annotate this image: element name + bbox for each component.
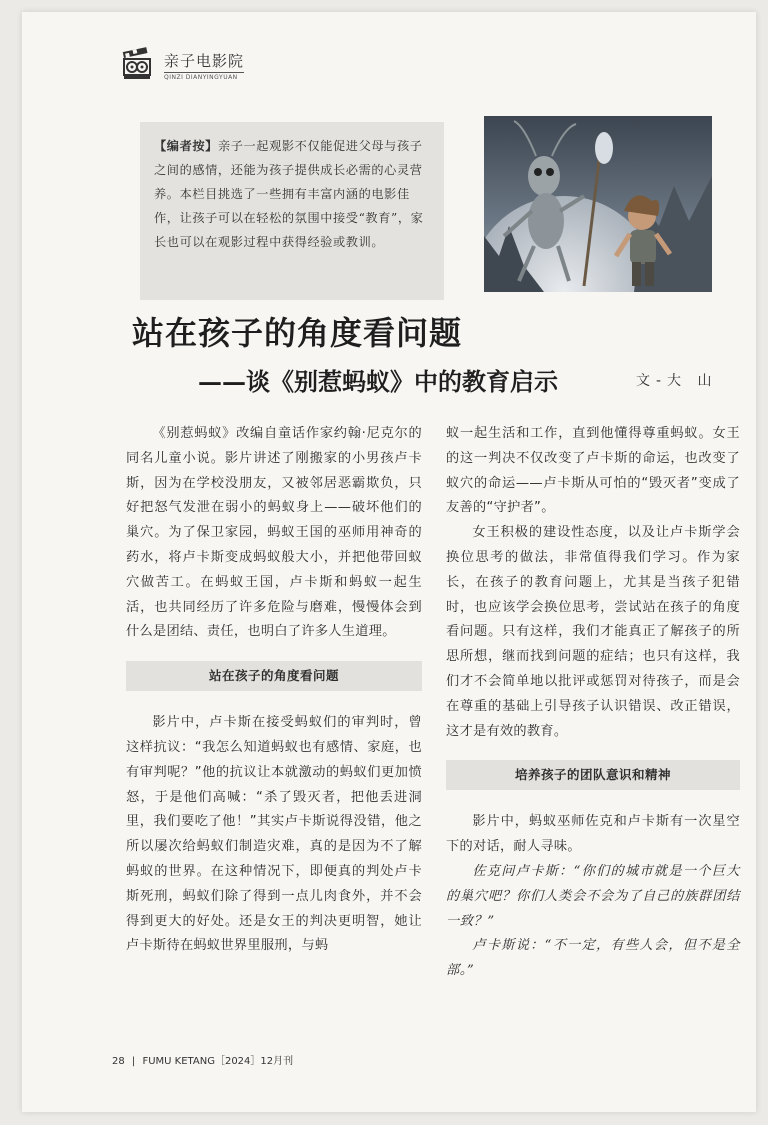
magazine-issue: FUMU KETANG［2024］12月刊 [142,1056,294,1067]
section-heading: 站在孩子的角度看问题 [126,661,422,691]
movie-still-image [484,116,712,292]
right-column [446,422,740,984]
paragraph: 《别惹蚂蚁》改编自童话作家约翰·尼克尔的同名儿童小说。影片讲述了刚搬家的小男孩卢卡斯，因为在学校没朋友，又被邻居恶霸欺负，只好把怒气发泄在弱小的蚂蚁身上——破坏他们的巢穴。为了保卫家园，蚂蚁王国的巫师用神奇的药水，将卢卡斯变成蚂蚁般大小，并把他带回蚁穴做苦工。在蚂蚁王国，卢卡斯和蚂蚁一起生活，也共同经历了许多危险与磨难，慢慢体会到什么是团结、责任，也明白了许多人生道理。 [126,426,422,640]
paragraph: 影片中，卢卡斯在接受蚂蚁们的审判时，曾这样抗议：“我怎么知道蚂蚁也有感情、家庭，也有审判呢？”他的抗议让本就激动的蚂蚁们更加愤怒，于是他们高喊：“杀了毁灭者，把他丢进洞里，我们要吃了他！”其实卢卡斯说得没错，他之所以屡次给蚂蚁们制造灾难，真的是因为不了解蚂蚁的世界。在这种情况下，即便真的判处卢卡斯死刑，蚂蚁们除了得到一点儿肉食外，并不会得到更大的好处。还是女王的判决更明智，她让卢卡斯待在蚂蚁世界里服刑，与蚂 [126,715,422,954]
section-heading: 培养孩子的团队意识和精神 [446,760,740,790]
editor-note-text: 亲子一起观影不仅能促进父母与孩子之间的感情，还能为孩子提供成长必需的心灵营养。本栏目挑选了一些拥有丰富内涵的电影佳作，让孩子可以在轻松的氛围中接受“教育”，家长也可以在观影过程中获得经验或教训。 [154,139,424,249]
film-clapper-icon [120,46,158,84]
column-header [120,46,244,84]
article-subtitle: ——谈《别惹蚂蚁》中的教育启示 [198,367,558,396]
paragraph: 影片中，蚂蚁巫师佐克和卢卡斯有一次星空下的对话，耐人寻味。 [446,814,740,855]
article-title: 站在孩子的角度看问题 [132,314,463,352]
editor-note [140,122,444,300]
dialogue-quote: 佐克问卢卡斯：“你们的城市就是一个巨大的巢穴吧？你们人类会不会为了自己的族群团结一致？” [446,863,740,929]
footer-separator: | [131,1056,136,1067]
dialogue-quote: 卢卡斯说：“不一定，有些人会，但不是全部。” [446,938,740,979]
column-title: 亲子电影院 [164,51,245,70]
magazine-page [22,12,756,1112]
page-footer [112,1052,297,1067]
editor-note-label: 【编者按】 [154,139,218,153]
left-column [126,422,422,959]
column-subtitle: QINZI DIANYINGYUAN [164,72,244,81]
paragraph: 蚁一起生活和工作，直到他懂得尊重蚂蚁。女王的这一判决不仅改变了卢卡斯的命运，也改变了蚁穴的命运——卢卡斯从可怕的“毁灭者”变成了友善的“守护者”。 [446,426,740,516]
page-number: 28 [112,1056,125,1067]
paragraph: 女王积极的建设性态度，以及让卢卡斯学会换位思考的做法，非常值得我们学习。作为家长，在孩子的教育问题上，尤其是当孩子犯错时，也应该学会换位思考，尝试站在孩子的角度看问题。只有这样，我们才能真正了解孩子的所思所想，继而找到问题的症结；也只有这样，我们才不会简单地以批评或惩罚对待孩子，而是会在尊重的基础上引导孩子认识错误、改正错误，这才是有效的教育。 [446,525,740,739]
article-author: 文-大 山 [636,373,718,389]
